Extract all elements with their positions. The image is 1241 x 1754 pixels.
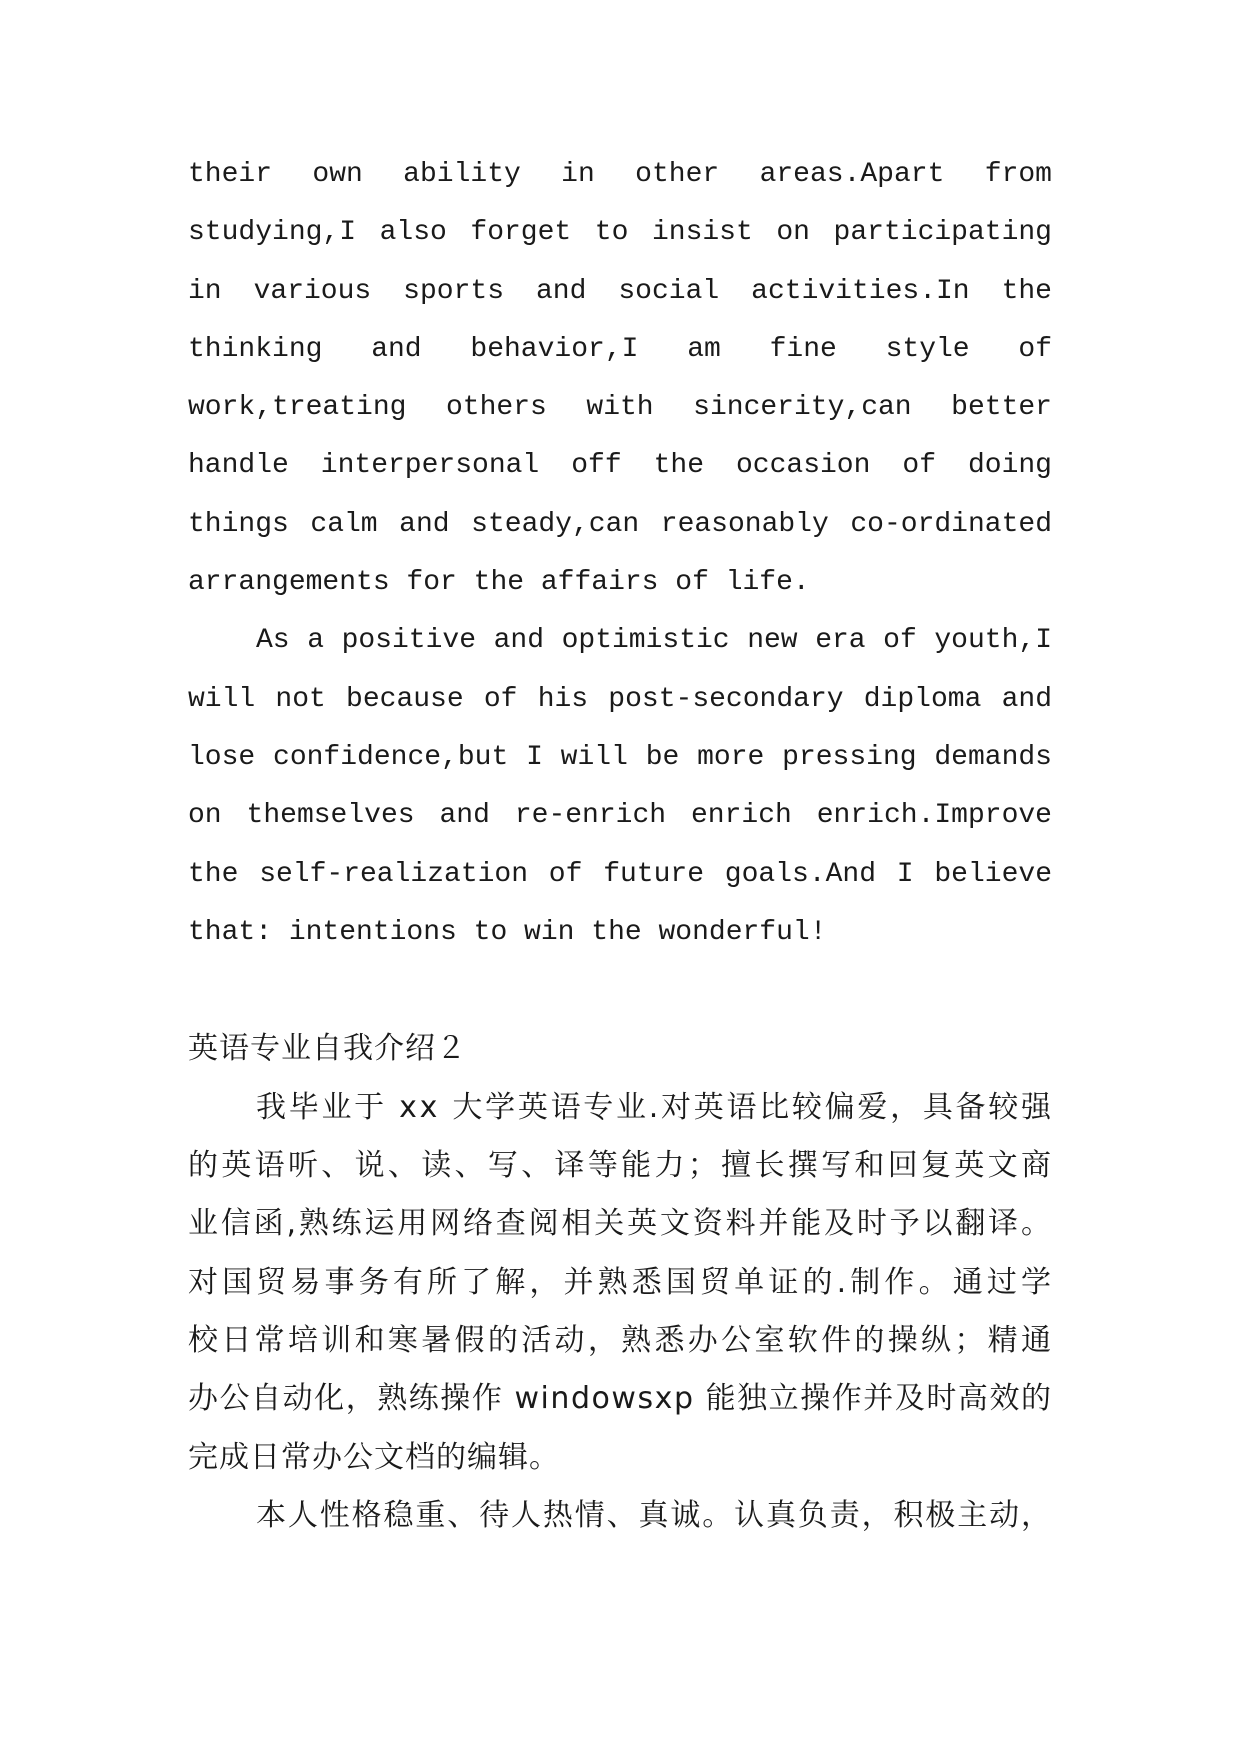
text-line: that: intentions to win the wonderful! <box>188 916 827 948</box>
paragraph-chinese-2 <box>188 1487 1052 1545</box>
text-line: on themselves and re-enrich enrich enrich.Improve <box>188 800 1052 832</box>
text-line: As a positive and optimistic new era of youth,I <box>256 625 1052 657</box>
paragraph-english-1 <box>188 146 1052 612</box>
text-line: work,treating others with sincerity,can better <box>188 392 1052 424</box>
text-line: 的英语听、说、读、写、译等能力；擅长撰写和回复英文商 <box>188 1148 1055 1184</box>
blank-line <box>188 962 1052 1020</box>
text-line: 我毕业于 xx 大学英语专业.对英语比较偏爱，具备较强 <box>256 1089 1054 1125</box>
text-line: the self-realization of future goals.And I believe <box>188 858 1052 890</box>
document-page <box>188 146 1056 1545</box>
text-line: in various sports and social activities.In the <box>188 275 1052 307</box>
section-title: 英语专业自我介绍２ <box>188 1031 467 1067</box>
text-line: 完成日常办公文档的编辑。 <box>188 1439 560 1475</box>
text-line: things calm and steady,can reasonably co-ordinated <box>188 508 1052 540</box>
paragraph-chinese-1 <box>188 1079 1056 1487</box>
text-line: studying,I also forget to insist on participating <box>188 217 1052 249</box>
text-line: lose confidence,but I will be more pressing demands <box>188 741 1052 773</box>
paragraph-english-2 <box>188 612 1052 962</box>
text-line: 对国贸易事务有所了解，并熟悉国贸单证的.制作。通过学 <box>188 1264 1056 1300</box>
text-line: their own ability in other areas.Apart from <box>188 159 1052 190</box>
text-line: 本人性格稳重、待人热情、真诚。认真负责，积极主动， <box>256 1497 1053 1533</box>
text-line: handle interpersonal off the occasion of doing <box>188 450 1052 482</box>
text-line: 业信函,熟练运用网络查阅相关英文资料并能及时予以翻译。 <box>188 1206 1054 1242</box>
text-line: thinking and behavior,I am fine style of <box>188 333 1052 365</box>
text-line: will not because of his post-secondary diploma and <box>188 683 1052 715</box>
text-line: 办公自动化，熟练操作 windowsxp 能独立操作并及时高效的 <box>188 1381 1053 1417</box>
text-line: 校日常培训和寒暑假的活动，熟悉办公室软件的操纵；精通 <box>188 1322 1055 1358</box>
text-line: arrangements for the affairs of life. <box>188 567 810 599</box>
